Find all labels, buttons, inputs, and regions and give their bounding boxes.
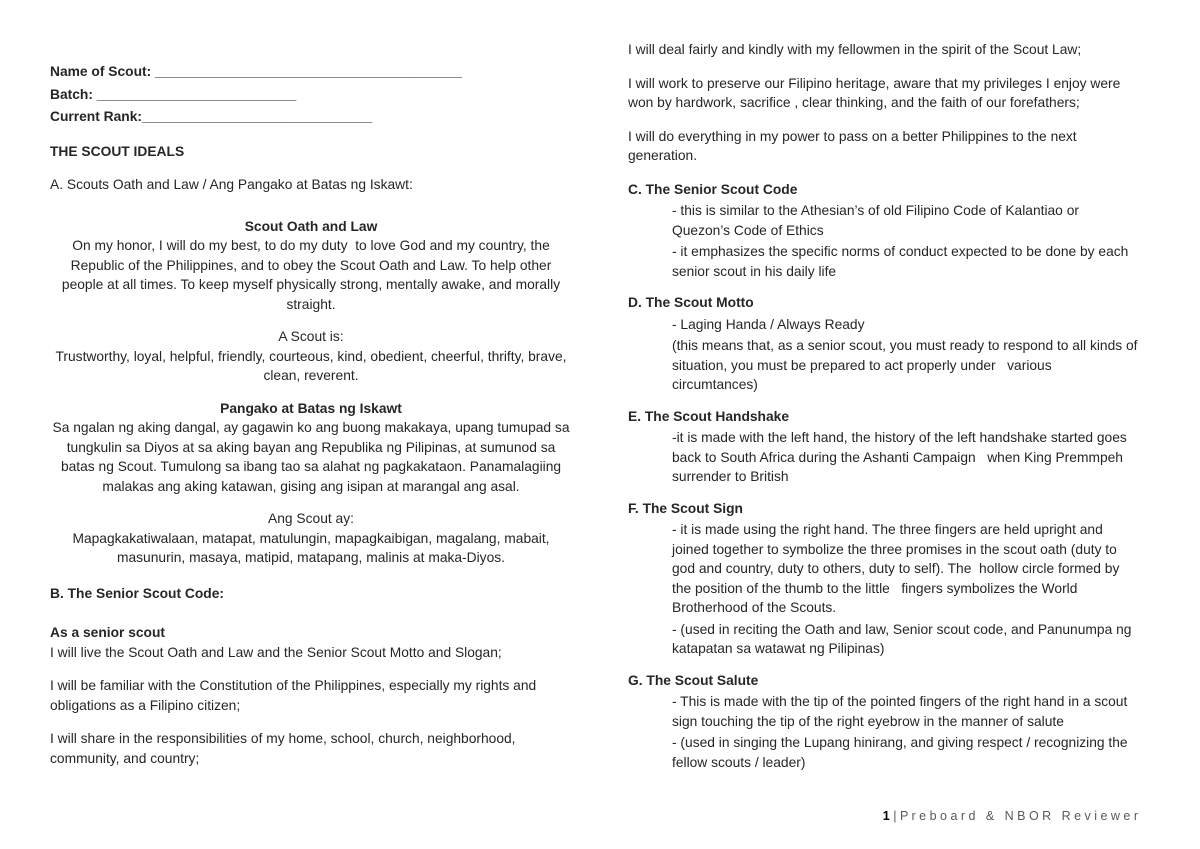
scout-oath-text: On my honor, I will do my best, to do my duty to love God and my country, the Republic of the Philippines, and to obey the Scout Oath and Law. To help other people at all times. To keep myself physically strong, mentally awake, and morally straight. [61,238,564,312]
right-column [628,40,1142,774]
section-f-item: - it is made using the right hand. The three fingers are held upright and joined together to symbolize the three promises in the scout oath (duty to god and country, duty to others, duty to self). The hollow circle formed by the position of the thumb to the little fingers symbolizes the World Brotherhood of the Scouts. [672,522,1124,615]
section-c-heading: C. The Senior Scout Code [628,181,798,197]
senior-scout-code-item: I will be familiar with the Constitution of the Philippines, especially my rights and obligations as a Filipino citizen; [50,678,537,713]
a-scout-is-label: A Scout is: [278,329,344,344]
section-c-item: - it emphasizes the specific norms of conduct expected to be done by each senior scout in his daily life [672,244,1129,279]
section-d-item: - Laging Handa / Always Ready [672,316,865,332]
left-column [50,62,572,768]
senior-scout-code-item: I will work to preserve our Filipino heritage, aware that my privileges I enjoy were won by hardwork, sacrifice , clear thinking, and the faith of our forefathers; [628,75,1121,110]
senior-scout-code-item: I will live the Scout Oath and Law and the Senior Scout Motto and Slogan; [50,644,502,660]
senior-scout-code-item: I will do everything in my power to pass on a better Philippines to the next generation. [628,128,1077,163]
section-f-item: - (used in reciting the Oath and law, Senior scout code, and Panunumpa ng katapatan sa watawat ng Pilipinas) [672,621,1132,656]
batch-label: Batch: [50,86,97,102]
scout-oath-title: Scout Oath and Law [244,218,378,234]
section-g-heading: G. The Scout Salute [628,672,759,688]
page-number: 1 [882,809,890,823]
section-a-heading: A. Scouts Oath and Law / Ang Pangako at Batas ng Iskawt: [50,177,413,192]
a-scout-is-text: Trustworthy, loyal, helpful, friendly, courteous, kind, obedient, cheerful, thrifty, brave, clean, reverent. [55,348,567,383]
section-g-item: - (used in singing the Lupang hinirang, and giving respect / recognizing the fellow scouts / leader) [672,735,1128,770]
current-rank-blank: ______________________________ [142,109,373,124]
batch-field [50,85,572,105]
ang-scout-text: Mapagkakatiwalaan, matapat, matulungin, mapagkaibigan, magalang, mabait, masunurin, masaya, matipid, matapang, malinis at maka-Diyos. [72,530,550,565]
doc-title: THE SCOUT IDEALS [50,143,185,159]
footer-text: P r e b o a r d & N B O R R e v i e w e r [899,809,1138,823]
ang-scout-label: Ang Scout ay: [268,511,354,526]
section-e-heading: E. The Scout Handshake [628,408,790,424]
section-b-heading: B. The Senior Scout Code: [50,585,225,601]
section-d-item: (this means that, as a senior scout, you must ready to respond to all kinds of situation, you must be prepared to act properly under various circumtances) [672,338,1142,392]
section-b-subheading: As a senior scout [50,625,166,640]
footer-separator: | [889,809,900,823]
pangako-title: Pangako at Batas ng Iskawt [220,400,402,416]
senior-scout-code-item: I will deal fairly and kindly with my fellowmen in the spirit of the Scout Law; [628,42,1082,57]
name-of-scout-blank: ________________________________________ [155,64,462,79]
senior-scout-code-item: I will share in the responsibilities of my home, school, church, neighborhood, community, and country; [50,731,516,766]
name-of-scout-field [50,62,572,82]
current-rank-field [50,107,572,127]
section-g-item: - This is made with the tip of the pointed fingers of the right hand in a scout sign touching the tip of the right eyebrow in the manner of salute [672,694,1128,729]
current-rank-label: Current Rank: [50,109,142,124]
section-c-item: - this is similar to the Athesian’s of old Filipino Code of Kalantiao or Quezon’s Code of Ethics [672,203,1079,238]
section-e-item: -it is made with the left hand, the history of the left handshake started goes back to South Africa during the Ashanti Campaign when King Premmpeh surrender to British [672,430,1131,484]
batch-blank: __________________________ [96,86,297,102]
name-of-scout-label: Name of Scout: [50,64,156,79]
page-footer [883,809,1138,823]
section-d-heading: D. The Scout Motto [628,295,754,310]
pangako-text: Sa ngalan ng aking dangal, ay gagawin ko ang buong makakaya, upang tumupad sa tungkulin sa Diyos at sa aking bayan ang Republika ng Pilipinas, at sumunod sa batas ng Scout. Tumulong sa ibang tao sa alahat ng pagkakataon. Panamalagiing malakas ang aking katawan, gising ang isipan at marangal ang asal. [52,420,570,494]
section-f-heading: F. The Scout Sign [628,500,743,516]
